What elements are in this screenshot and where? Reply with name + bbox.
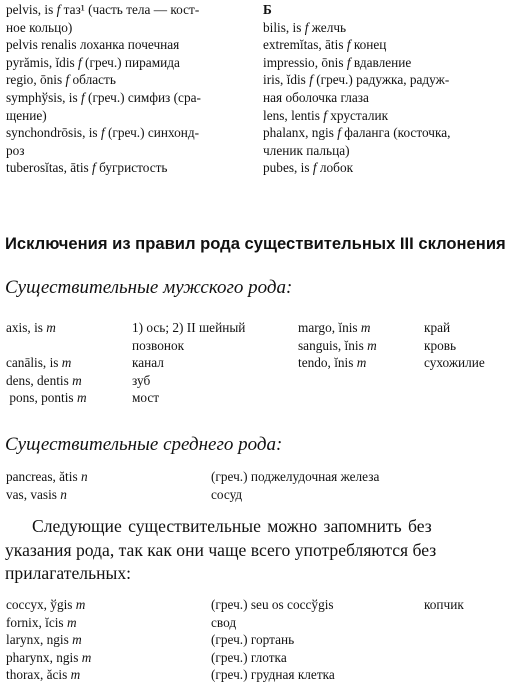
- entry-margo: margo, ĭnis m: [298, 320, 371, 335]
- entry-coccyx-extra: копчик: [424, 597, 464, 612]
- top-left-column: [6, 1, 201, 177]
- entry-tuberositas: tuberosĭtas, ātis f бугристость: [6, 160, 168, 176]
- masculine-left-latin: [6, 319, 87, 407]
- entry-axis-ru: 1) ось; 2) II шейный: [132, 320, 246, 335]
- entry-phalanx: phalanx, ngis f фаланга (косточка,: [263, 125, 451, 141]
- entry-axis-ru-cont: позвонок: [132, 337, 185, 353]
- entry-pharynx-ru: (греч.) глотка: [211, 649, 287, 665]
- entry-dens: dens, dentis m: [6, 372, 82, 388]
- entry-sanguis: sanguis, ĭnis m: [298, 337, 377, 353]
- neuter-title: Существительные среднего рода:: [5, 434, 283, 455]
- letter-header: Б: [263, 2, 272, 17]
- paragraph-line-3: прилагательных:: [5, 563, 132, 583]
- entry-tendo-ru: сухожилие: [424, 355, 485, 371]
- paragraph: [5, 515, 436, 586]
- entry-extremitas: extremĭtas, ātis f конец: [263, 37, 387, 53]
- final-list-latin: [6, 596, 91, 684]
- entry-impressio: impressio, ōnis f вдавление: [263, 54, 412, 70]
- masculine-left-russian: [132, 319, 245, 407]
- final-list-extra: [424, 596, 464, 614]
- entry-dens-ru: зуб: [132, 372, 151, 388]
- entry-vas-ru: сосуд: [211, 486, 243, 502]
- neuter-russian: [211, 468, 379, 503]
- section-title: Исключения из правил рода существительных III склонения: [5, 234, 506, 253]
- neuter-latin: [6, 468, 88, 503]
- entry-fornix-ru: свод: [211, 614, 237, 630]
- entry-lens: lens, lentis f хрусталик: [263, 107, 389, 123]
- final-list-russian: [211, 596, 335, 684]
- entry-pons: pons, pontis m: [6, 390, 87, 406]
- entry-synchondrosis-cont: роз: [6, 142, 25, 158]
- entry-pelvis-renalis: pelvis renalis лоханка почечная: [6, 37, 180, 53]
- entry-pancreas: pancreas, ătis n: [6, 469, 88, 484]
- masculine-title: Существительные мужского рода:: [5, 277, 293, 298]
- entry-fornix: fornix, ĭcis m: [6, 614, 77, 630]
- entry-pelvis: pelvis, is f таз¹ (часть тела — кост-: [6, 2, 200, 17]
- entry-canalis: canālis, is m: [6, 355, 72, 371]
- entry-pancreas-ru: (греч.) поджелудочная железа: [211, 469, 380, 484]
- entry-larynx: larynx, ngis m: [6, 632, 82, 648]
- entry-thorax-ru: (греч.) грудная клетка: [211, 667, 335, 683]
- entry-regio: regio, ōnis f область: [6, 72, 116, 88]
- entry-synchondrosis: synchondrōsis, is f (греч.) синхонд-: [6, 125, 200, 141]
- entry-coccyx-ru: (греч.) seu os coccўgis: [211, 597, 334, 612]
- entry-coccyx: coccyx, ўgis m: [6, 597, 86, 612]
- entry-thorax: thorax, ăcis m: [6, 667, 81, 683]
- entry-canalis-ru: канал: [132, 355, 164, 371]
- entry-pelvis-cont: ное кольцо): [6, 19, 73, 35]
- masculine-right-latin: [298, 319, 377, 372]
- entry-axis: axis, is m: [6, 320, 56, 335]
- entry-vas: vas, vasis n: [6, 486, 67, 502]
- masculine-right-russian: [424, 319, 485, 372]
- entry-symphysis: symphўsis, is f (греч.) симфиз (сра-: [6, 89, 201, 105]
- entry-iris-cont: ная оболочка глаза: [263, 89, 369, 105]
- entry-bilis: bilis, is f желчь: [263, 19, 347, 35]
- blank-line: [6, 337, 87, 355]
- entry-phalanx-cont: членик пальца): [263, 142, 350, 158]
- entry-larynx-ru: (греч.) гортань: [211, 632, 295, 648]
- entry-pharynx: pharynx, ngis m: [6, 649, 92, 665]
- entry-tendo: tendo, ĭnis m: [298, 355, 367, 371]
- paragraph-line-1: Следующие существительные можно запомнить без: [32, 516, 432, 536]
- entry-pyramis: pyrămis, ĭdis f (греч.) пирамида: [6, 54, 180, 70]
- top-right-column: [263, 1, 450, 177]
- entry-pubes: pubes, is f лобок: [263, 160, 354, 176]
- entry-sanguis-ru: кровь: [424, 337, 457, 353]
- entry-symphysis-cont: щение): [6, 107, 47, 123]
- entry-pons-ru: мост: [132, 390, 160, 406]
- entry-iris: iris, ĭdis f (греч.) радужка, радуж-: [263, 72, 450, 88]
- paragraph-line-2: указания рода, так как они чаще всего употребляются без: [5, 539, 437, 560]
- entry-margo-ru: край: [424, 320, 451, 335]
